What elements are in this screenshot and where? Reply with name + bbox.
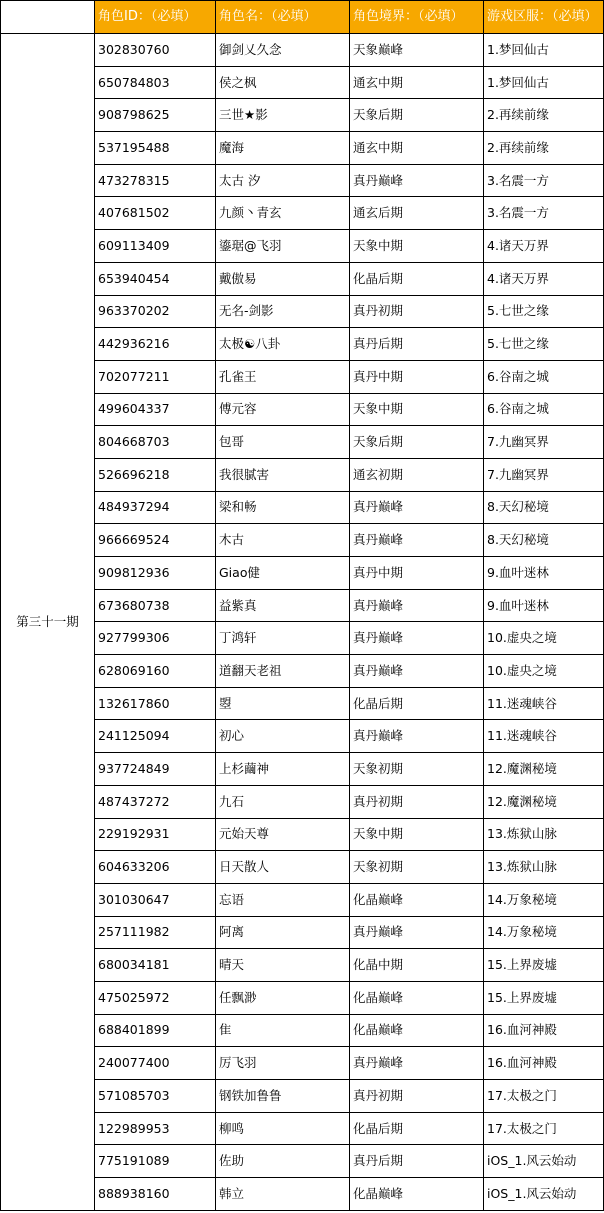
role-realm-cell: 真丹初期 [350, 785, 484, 818]
role-id-cell: 688401899 [95, 1014, 216, 1047]
role-id-cell: 484937294 [95, 491, 216, 524]
role-id-cell: 609113409 [95, 230, 216, 263]
role-name-cell: 隹 [216, 1014, 350, 1047]
role-id-cell: 775191089 [95, 1145, 216, 1178]
role-name-cell: 孔雀王 [216, 360, 350, 393]
game-server-cell: 5.七世之缘 [484, 328, 604, 361]
role-realm-cell: 真丹后期 [350, 1145, 484, 1178]
game-server-cell: 10.虚央之境 [484, 655, 604, 688]
role-realm-cell: 真丹巅峰 [350, 622, 484, 655]
role-id-cell: 473278315 [95, 164, 216, 197]
role-realm-cell: 真丹中期 [350, 360, 484, 393]
header-role-id: 角色ID：（必填） [95, 1, 216, 34]
role-name-cell: 初心 [216, 720, 350, 753]
game-server-cell: 14.万象秘境 [484, 883, 604, 916]
role-realm-cell: 通玄初期 [350, 458, 484, 491]
game-server-cell: iOS_1.风云始动 [484, 1178, 604, 1211]
role-realm-cell: 真丹初期 [350, 1080, 484, 1113]
game-server-cell: 11.迷魂峡谷 [484, 720, 604, 753]
role-id-cell: 571085703 [95, 1080, 216, 1113]
role-realm-cell: 化晶巅峰 [350, 1014, 484, 1047]
role-realm-cell: 天象巅峰 [350, 34, 484, 67]
role-realm-cell: 真丹后期 [350, 328, 484, 361]
role-realm-cell: 真丹初期 [350, 295, 484, 328]
game-server-cell: 6.谷南之城 [484, 360, 604, 393]
role-name-cell: 任飘渺 [216, 981, 350, 1014]
role-name-cell: 包哥 [216, 426, 350, 459]
role-realm-cell: 真丹巅峰 [350, 916, 484, 949]
role-realm-cell: 天象后期 [350, 426, 484, 459]
game-server-cell: 12.魔渊秘境 [484, 753, 604, 786]
role-name-cell: 戴傲易 [216, 262, 350, 295]
game-server-cell: 13.炼狱山脉 [484, 818, 604, 851]
role-realm-cell: 真丹巅峰 [350, 655, 484, 688]
header-role-name: 角色名：（必填） [216, 1, 350, 34]
table-body [1, 1, 604, 1211]
role-name-cell: 傅元容 [216, 393, 350, 426]
game-server-cell: iOS_1.风云始动 [484, 1145, 604, 1178]
role-id-cell: 122989953 [95, 1112, 216, 1145]
game-server-cell: 9.血叶迷林 [484, 589, 604, 622]
role-name-cell: 钢铁加鲁鲁 [216, 1080, 350, 1113]
game-server-cell: 14.万象秘境 [484, 916, 604, 949]
game-server-cell: 8.天幻秘境 [484, 491, 604, 524]
role-name-cell: 道翻天老祖 [216, 655, 350, 688]
role-realm-cell: 真丹巅峰 [350, 589, 484, 622]
role-name-cell: 佐助 [216, 1145, 350, 1178]
role-realm-cell: 天象初期 [350, 753, 484, 786]
role-id-cell: 673680738 [95, 589, 216, 622]
role-realm-cell: 真丹巅峰 [350, 491, 484, 524]
game-server-cell: 17.太极之门 [484, 1080, 604, 1113]
role-realm-cell: 天象中期 [350, 393, 484, 426]
role-realm-cell: 化晶后期 [350, 687, 484, 720]
game-server-cell: 6.谷南之城 [484, 393, 604, 426]
role-realm-cell: 化晶中期 [350, 949, 484, 982]
role-name-cell: 三世★影 [216, 99, 350, 132]
role-name-cell: 鎏琚@飞羽 [216, 230, 350, 263]
role-realm-cell: 真丹巅峰 [350, 720, 484, 753]
role-name-cell: 厉飞羽 [216, 1047, 350, 1080]
header-period-cell [1, 1, 95, 34]
role-realm-cell: 化晶巅峰 [350, 1178, 484, 1211]
game-server-cell: 9.血叶迷林 [484, 557, 604, 590]
role-name-cell: 柳鸣 [216, 1112, 350, 1145]
role-name-cell: 晴天 [216, 949, 350, 982]
role-name-cell: 九石 [216, 785, 350, 818]
role-name-cell: 魔海 [216, 132, 350, 165]
game-server-cell: 4.诸天万界 [484, 262, 604, 295]
role-name-cell: 木古 [216, 524, 350, 557]
game-server-cell: 15.上界废墟 [484, 981, 604, 1014]
game-server-cell: 16.血河神殿 [484, 1014, 604, 1047]
role-id-cell: 650784803 [95, 66, 216, 99]
role-id-cell: 702077211 [95, 360, 216, 393]
game-server-cell: 8.天幻秘境 [484, 524, 604, 557]
role-name-cell: 太古 汐 [216, 164, 350, 197]
role-id-cell: 927799306 [95, 622, 216, 655]
game-server-cell: 16.血河神殿 [484, 1047, 604, 1080]
role-name-cell: 阿离 [216, 916, 350, 949]
role-id-cell: 302830760 [95, 34, 216, 67]
game-server-cell: 13.炼狱山脉 [484, 851, 604, 884]
role-id-cell: 132617860 [95, 687, 216, 720]
role-id-cell: 909812936 [95, 557, 216, 590]
role-realm-cell: 真丹巅峰 [350, 524, 484, 557]
game-server-cell: 15.上界废墟 [484, 949, 604, 982]
header-role-realm: 角色境界：（必填） [350, 1, 484, 34]
role-realm-cell: 天象初期 [350, 851, 484, 884]
role-name-cell: 梁和畅 [216, 491, 350, 524]
role-id-cell: 407681502 [95, 197, 216, 230]
role-id-cell: 240077400 [95, 1047, 216, 1080]
role-id-cell: 804668703 [95, 426, 216, 459]
role-realm-cell: 化晶巅峰 [350, 883, 484, 916]
role-name-cell: 九颜丶青玄 [216, 197, 350, 230]
role-id-cell: 241125094 [95, 720, 216, 753]
role-realm-cell: 天象后期 [350, 99, 484, 132]
role-id-cell: 963370202 [95, 295, 216, 328]
game-server-cell: 4.诸天万界 [484, 230, 604, 263]
role-realm-cell: 化晶后期 [350, 1112, 484, 1145]
role-realm-cell: 通玄后期 [350, 197, 484, 230]
game-server-cell: 2.再续前缘 [484, 132, 604, 165]
role-name-cell: 无名-剑影 [216, 295, 350, 328]
role-id-cell: 499604337 [95, 393, 216, 426]
game-server-cell: 17.太极之门 [484, 1112, 604, 1145]
game-server-cell: 12.魔渊秘境 [484, 785, 604, 818]
header-row [1, 1, 604, 34]
role-id-cell: 628069160 [95, 655, 216, 688]
role-name-cell: 元始天尊 [216, 818, 350, 851]
role-id-cell: 966669524 [95, 524, 216, 557]
header-game-server: 游戏区服：（必填） [484, 1, 604, 34]
game-server-cell: 3.名震一方 [484, 164, 604, 197]
role-id-cell: 908798625 [95, 99, 216, 132]
role-name-cell: 御剑乂久念 [216, 34, 350, 67]
role-id-cell: 257111982 [95, 916, 216, 949]
role-id-cell: 526696218 [95, 458, 216, 491]
game-server-cell: 2.再续前缘 [484, 99, 604, 132]
role-realm-cell: 化晶巅峰 [350, 981, 484, 1014]
role-id-cell: 653940454 [95, 262, 216, 295]
role-realm-cell: 天象中期 [350, 230, 484, 263]
role-id-cell: 888938160 [95, 1178, 216, 1211]
role-name-cell: 太极☯八卦 [216, 328, 350, 361]
role-name-cell: 上杉繭神 [216, 753, 350, 786]
role-realm-cell: 通玄中期 [350, 66, 484, 99]
role-name-cell: 益紫真 [216, 589, 350, 622]
game-server-cell: 3.名震一方 [484, 197, 604, 230]
role-name-cell: 忘语 [216, 883, 350, 916]
game-server-cell: 7.九幽冥界 [484, 426, 604, 459]
role-id-cell: 442936216 [95, 328, 216, 361]
role-id-cell: 537195488 [95, 132, 216, 165]
role-id-cell: 475025972 [95, 981, 216, 1014]
game-server-cell: 11.迷魂峡谷 [484, 687, 604, 720]
period-label: 第三十一期 [1, 34, 95, 1211]
game-server-cell: 1.梦回仙古 [484, 66, 604, 99]
role-id-cell: 680034181 [95, 949, 216, 982]
role-name-cell: 我很腻害 [216, 458, 350, 491]
role-name-cell: 韩立 [216, 1178, 350, 1211]
game-server-cell: 10.虚央之境 [484, 622, 604, 655]
role-realm-cell: 真丹巅峰 [350, 1047, 484, 1080]
role-name-cell: 丁鸿轩 [216, 622, 350, 655]
role-realm-cell: 通玄中期 [350, 132, 484, 165]
role-name-cell: 侯之枫 [216, 66, 350, 99]
game-server-cell: 7.九幽冥界 [484, 458, 604, 491]
table-row [1, 34, 604, 67]
role-id-cell: 937724849 [95, 753, 216, 786]
game-server-cell: 5.七世之缘 [484, 295, 604, 328]
role-id-cell: 604633206 [95, 851, 216, 884]
role-realm-cell: 真丹巅峰 [350, 164, 484, 197]
role-realm-cell: 化晶后期 [350, 262, 484, 295]
role-name-cell: Giao健 [216, 557, 350, 590]
role-id-cell: 487437272 [95, 785, 216, 818]
role-realm-cell: 天象中期 [350, 818, 484, 851]
role-realm-cell: 真丹中期 [350, 557, 484, 590]
role-name-cell: 曌 [216, 687, 350, 720]
game-server-cell: 1.梦回仙古 [484, 34, 604, 67]
role-id-cell: 301030647 [95, 883, 216, 916]
role-name-cell: 日天散人 [216, 851, 350, 884]
role-id-cell: 229192931 [95, 818, 216, 851]
